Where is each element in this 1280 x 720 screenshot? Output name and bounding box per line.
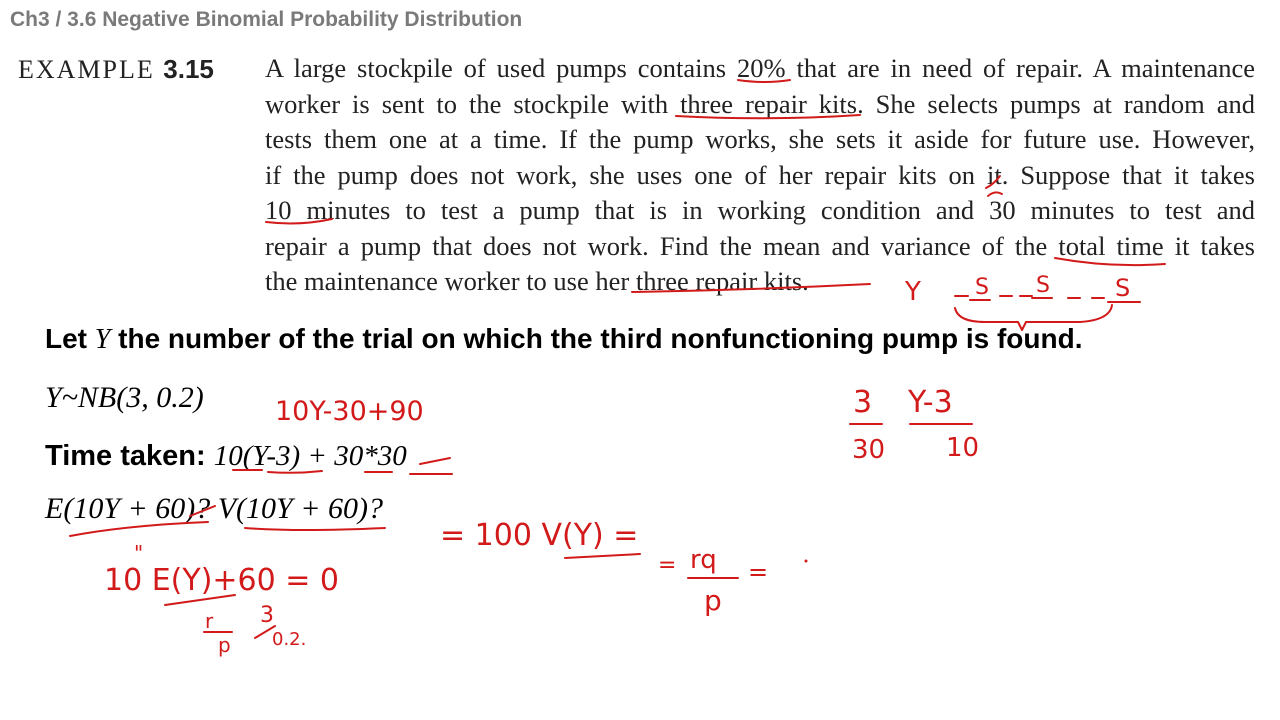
ink-dot: [805, 560, 808, 563]
variance-trailing-equals: =: [748, 558, 769, 586]
problem-line: if the pump does not work, she uses one of her repair kits on it. Suppose that it takes: [265, 159, 1255, 190]
problem-line: A large stockpile of used pumps contains 20% that are in need of repair. A maintenance: [265, 53, 1255, 83]
expectation-work: 10 E(Y)+60 = 0: [104, 563, 340, 598]
fraction1-denominator: 30: [852, 435, 886, 465]
problem-line: worker is sent to the stockpile with three repair kits. She selects pumps at random and: [265, 88, 1255, 119]
underline-v-of-y: [565, 554, 640, 558]
problem-line: 10 minutes to test a pump that is in working condition and 30 minutes to test and: [265, 195, 1255, 225]
problem-line: repair a pump that does not work. Find the mean and variance of the total time it takes: [265, 230, 1255, 261]
sequence-s3: S: [1115, 274, 1131, 302]
let-variable: Y: [94, 324, 111, 355]
example-word: EXAMPLE: [18, 55, 155, 84]
let-prefix: Let: [45, 323, 95, 354]
problem-line: the maintenance worker to use her three repair kits.: [265, 266, 809, 296]
fraction2-numerator: Y-3: [908, 385, 953, 420]
variance-formula-equals: =: [658, 553, 677, 578]
problem-statement: [265, 51, 1255, 300]
sequence-y: Y: [905, 277, 921, 307]
sequence-s1: S: [975, 275, 989, 300]
underline-e-of-y: [165, 595, 235, 605]
example-label: [18, 54, 214, 85]
random-variable-definition: [45, 323, 1082, 356]
r-over-p-numerator: r: [205, 609, 214, 633]
three-numerator: 3: [260, 603, 274, 628]
variance-denominator: p: [704, 584, 722, 617]
variance-work: = 100 V(Y) =: [440, 518, 639, 553]
underline-v-expression: [245, 528, 385, 530]
slide-header: Ch3 / 3.6 Negative Binomial Probability Distribution: [10, 8, 523, 31]
r-over-p-denominator: p: [218, 633, 231, 657]
variance-numerator: rq: [690, 545, 717, 575]
note-expand: 10Y-30+90: [275, 396, 424, 427]
let-description: the number of the trial on which the third nonfunctioning pump is found.: [110, 323, 1083, 354]
time-taken-line: [45, 440, 407, 473]
time-taken-label: Time taken:: [45, 440, 214, 472]
expectation-quote: ": [134, 541, 144, 565]
sequence-s2: S: [1036, 273, 1050, 298]
example-number: 3.15: [163, 54, 214, 84]
slash-three-over-point-two: [255, 626, 275, 638]
point-two-denominator: 0.2.: [272, 629, 307, 650]
distribution-statement: Y~NB(3, 0.2): [45, 381, 204, 414]
strike-last-30: [420, 458, 450, 464]
expectation-variance-question: E(10Y + 60)? V(10Y + 60)?: [45, 492, 383, 525]
fraction1-numerator: 3: [853, 385, 873, 420]
problem-line: tests them one at a time. If the pump works, she sets it aside for future use. However,: [265, 124, 1255, 154]
fraction2-denominator: 10: [946, 433, 980, 463]
time-taken-expression: 10(Y-3) + 30*30: [213, 440, 407, 472]
